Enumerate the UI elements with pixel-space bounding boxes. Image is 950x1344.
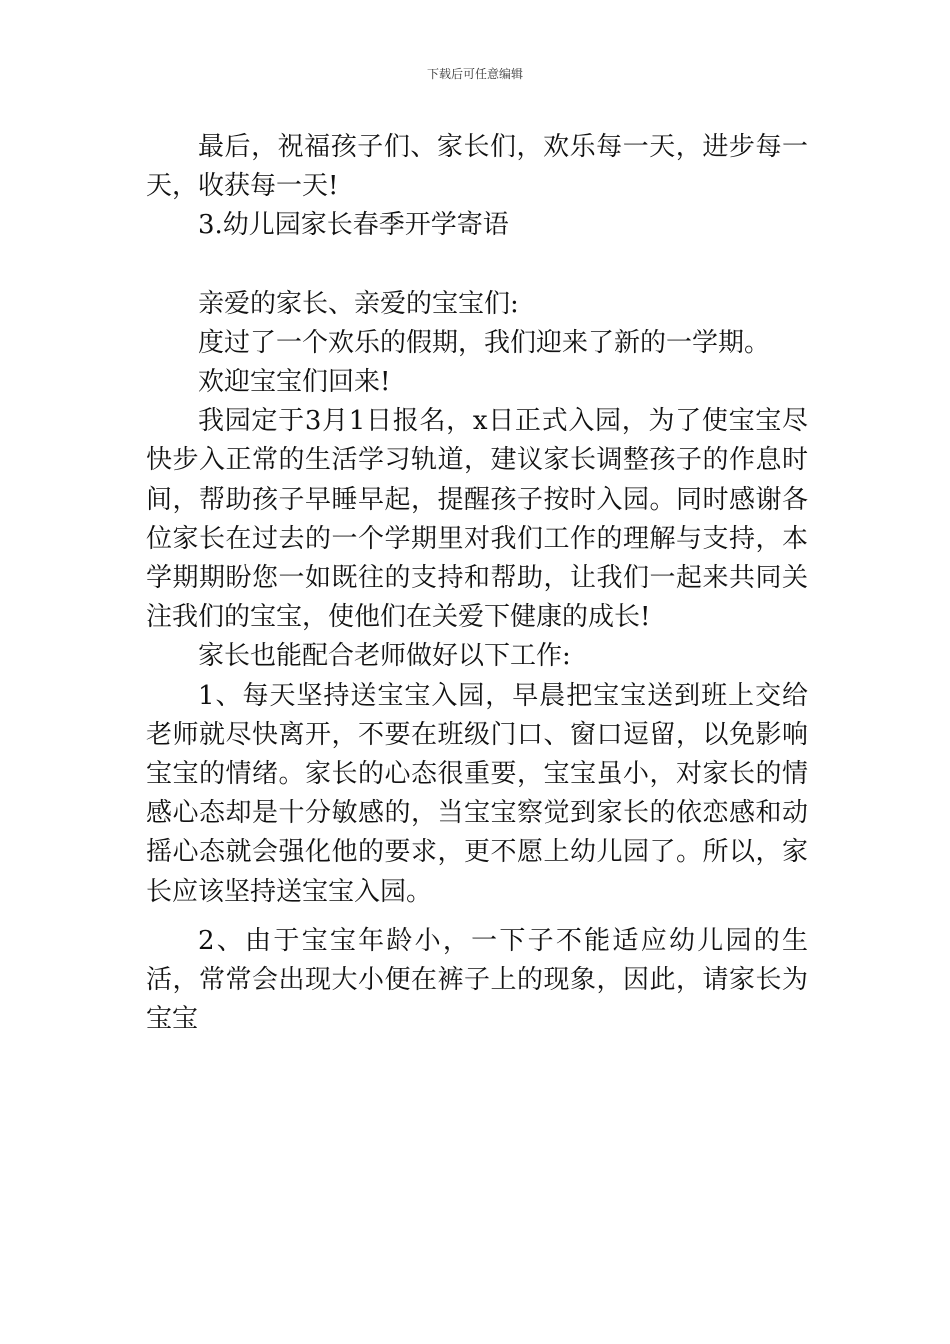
- closing-wishes-paragraph: 最后，祝福孩子们、家长们，欢乐每一天，进步每一天，收获每一天!: [146, 132, 808, 202]
- blank-line: [146, 246, 808, 285]
- item-1-paragraph: 1、每天坚持送宝宝入园，早晨把宝宝送到班上交给老师就尽快离开，不要在班级门口、窗口逗留，以免影响宝宝的情绪。家长的心态很重要，宝宝虽小，对家长的情感心态却是十分敏感的，当宝宝察觉到家长的依恋感和动摇心态就会强化他的要求，更不愿上幼儿园了。所以，家长应该坚持送宝宝入园。: [146, 680, 808, 907]
- enrollment-paragraph: 我园定于3月1日报名，x日正式入园，为了使宝宝尽快步入正常的生活学习轨道，建议家长调整孩子的作息时间，帮助孩子早睡早起，提醒孩子按时入园。同时感谢各位家长在过去的一个学期里对我们工作的理解与支持，本学期期盼您一如既往的支持和帮助，让我们一起来共同关注我们的宝宝，使他们在关爱下健康的成长!: [146, 406, 808, 633]
- document-body: [146, 128, 808, 1039]
- paragraph-gap: [146, 912, 808, 922]
- page-header: 下载后可任意编辑: [426, 67, 523, 81]
- cooperation-heading: 家长也能配合老师做好以下工作:: [198, 641, 571, 672]
- item-2-paragraph: 2、由于宝宝年龄小，一下子不能适应幼儿园的生活，常常会出现大小便在裤子上的现象，因此，请家长为宝宝: [146, 925, 808, 1035]
- greeting-paragraph: 亲爱的家长、亲爱的宝宝们:: [198, 288, 519, 319]
- section-title: 3.幼儿园家长春季开学寄语: [198, 210, 509, 241]
- intro-paragraph: 度过了一个欢乐的假期，我们迎来了新的一学期。: [198, 327, 771, 358]
- welcome-paragraph: 欢迎宝宝们回来!: [198, 367, 391, 398]
